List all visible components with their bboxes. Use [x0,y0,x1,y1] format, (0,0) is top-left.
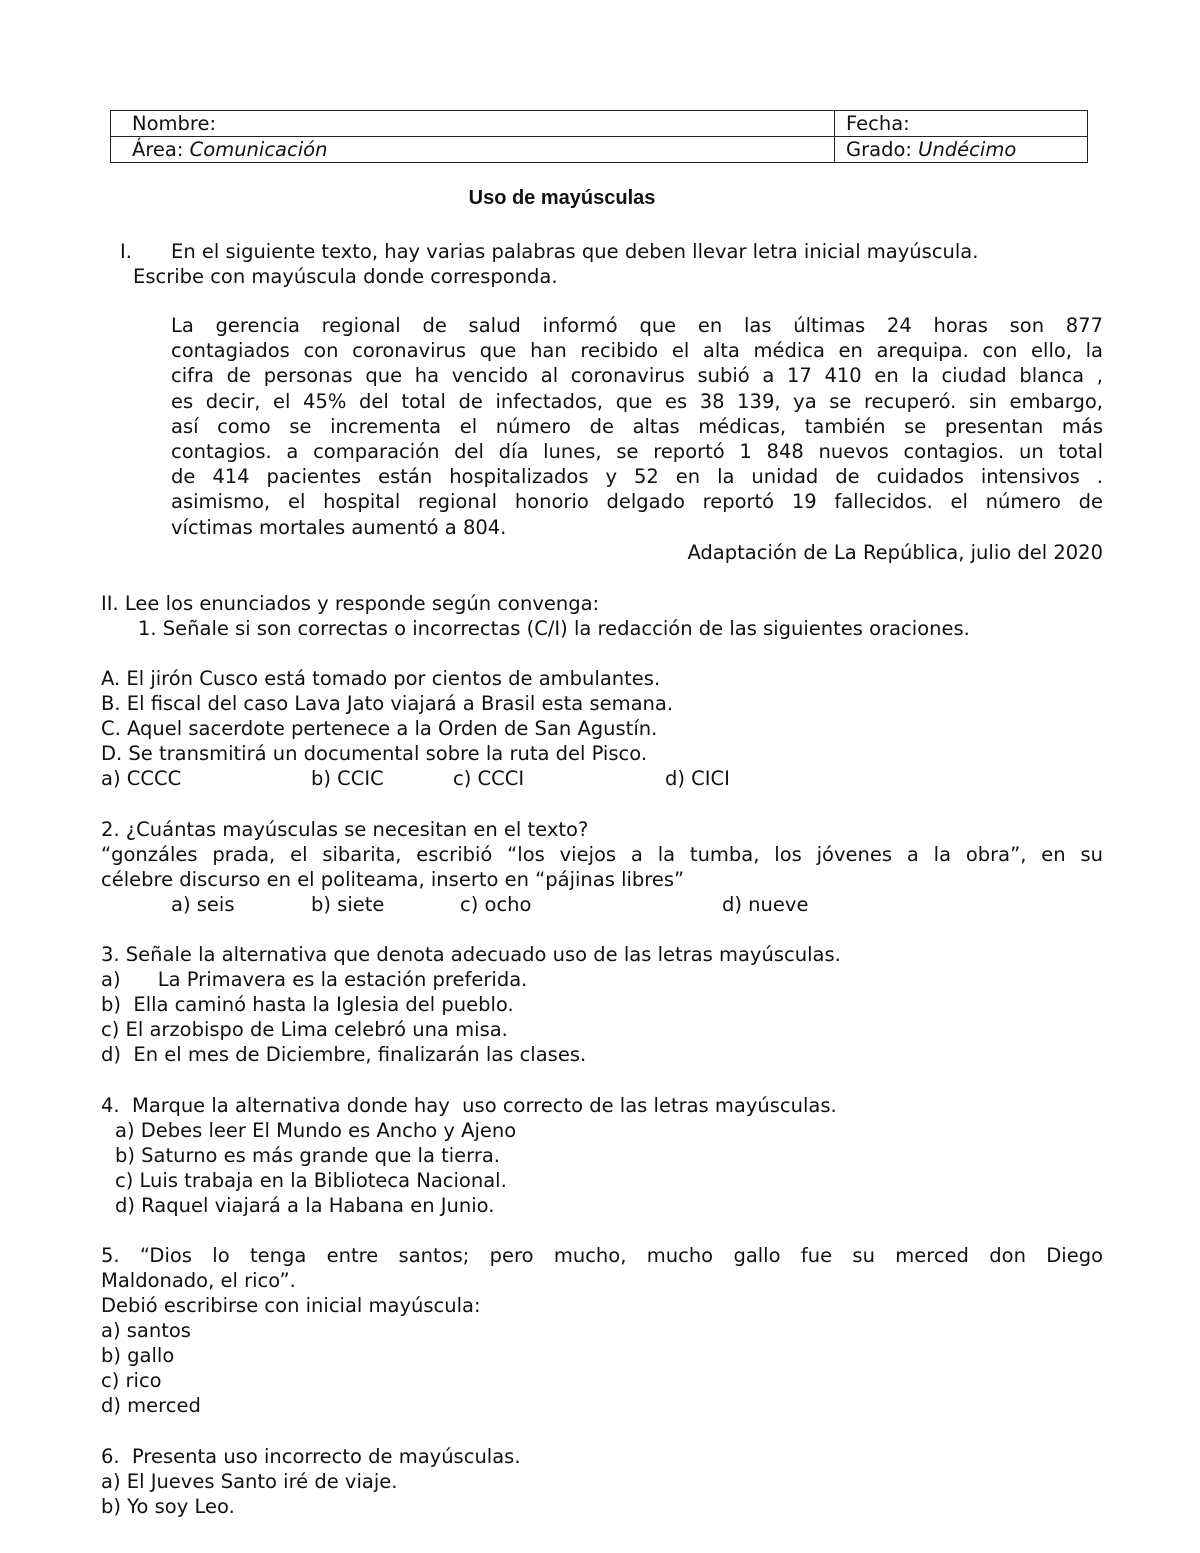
q5-question: Debió escribirse con inicial mayúscula: [101,1294,481,1317]
header-table [110,110,1088,163]
q1-sentence: A. El jirón Cusco está tomado por cientos de ambulantes. [101,667,661,690]
q1-option-a: a) CCCC [101,767,182,790]
section1-instruction-line2: Escribe con mayúscula donde corresponda. [133,265,558,288]
q1-prompt: 1. Señale si son correctas o incorrectas (C/I) la redacción de las siguientes oraciones. [138,617,970,640]
q5-option-a: a) santos [101,1319,191,1342]
passage-line: de 414 pacientes están hospitalizados y 52 en la unidad de cuidados intensivos . [171,465,1103,489]
q2-text-line2: célebre discurso en el politeama, inserto en “pájinas libres” [101,868,685,891]
area-label: Área: [132,138,184,161]
q5-option-c: c) rico [101,1369,162,1392]
q4-option-a: a) Debes leer El Mundo es Ancho y Ajeno [115,1119,517,1142]
area-cell [111,137,835,162]
date-cell [835,111,1087,136]
name-label: Nombre: [132,112,217,135]
q3-option-b: b) Ella caminó hasta la Iglesia del pueblo. [101,993,514,1016]
passage-line: víctimas mortales aumentó a 804. [171,515,507,539]
q1-sentence: D. Se transmitirá un documental sobre la ruta del Pisco. [101,742,648,765]
q3-option-c: c) El arzobispo de Lima celebró una misa. [101,1018,508,1041]
grade-label: Grado: [846,138,912,161]
q2-option-d: d) nueve [722,893,809,916]
q5-option-d: d) merced [101,1394,201,1417]
name-cell [111,111,835,136]
q4-option-d: d) Raquel viajará a la Habana en Junio. [115,1194,495,1217]
q3-option-a: a) La Primavera es la estación preferida. [101,968,528,991]
q2-text-line1: “gonzáles prada, el sibarita, escribió “los viejos a la tumba, los jóvenes a la obra”, en su [101,843,1103,866]
q1-sentence: C. Aquel sacerdote pertenece a la Orden de San Agustín. [101,717,658,740]
header-row-2 [111,137,1087,163]
passage-line: contagiados con coronavirus que han recibido el alta médica en arequipa. con ello, la [171,339,1103,363]
q5-prompt-line2: Maldonado, el rico”. [101,1269,296,1292]
q1-option-d: d) CICI [665,767,730,790]
q2-prompt: 2. ¿Cuántas mayúsculas se necesitan en el texto? [101,818,589,841]
q4-prompt: 4. Marque la alternativa donde hay uso correcto de las letras mayúsculas. [101,1094,837,1117]
q6-prompt: 6. Presenta uso incorrecto de mayúsculas. [101,1445,521,1468]
passage-line: contagios. a comparación del día lunes, se reportó 1 848 nuevos contagios. un total [171,439,1103,463]
q6-option-b: b) Yo soy Leo. [101,1495,235,1518]
q1-sentence: B. El fiscal del caso Lava Jato viajará a Brasil esta semana. [101,692,674,715]
passage-line: cifra de personas que ha vencido al coronavirus subió a 17 410 en la ciudad blanca , [171,364,1103,388]
q4-option-b: b) Saturno es más grande que la tierra. [115,1144,501,1167]
page-title: Uso de mayúsculas [468,187,656,209]
q5-prompt-line1: 5. “Dios lo tenga entre santos; pero mucho, mucho gallo fue su merced don Diego [101,1244,1103,1267]
q3-option-d: d) En el mes de Diciembre, finalizarán las clases. [101,1043,587,1066]
q6-option-a: a) El Jueves Santo iré de viaje. [101,1470,398,1493]
date-label: Fecha: [846,112,910,135]
q3-prompt: 3. Señale la alternativa que denota adecuado uso de las letras mayúsculas. [101,943,841,966]
q2-option-a: a) seis [171,893,235,916]
q2-option-b: b) siete [311,893,385,916]
grade-value: Undécimo [918,138,1017,161]
q1-option-c: c) CCCI [453,767,525,790]
q5-option-b: b) gallo [101,1344,175,1367]
section2-heading: II. Lee los enunciados y responde según convenga: [101,592,600,615]
q4-option-c: c) Luis trabaja en la Biblioteca Nacional. [115,1169,507,1192]
q1-option-b: b) CCIC [311,767,384,790]
passage-source: Adaptación de La República, julio del 2020 [687,541,1103,564]
area-value: Comunicación [189,138,328,161]
grade-cell [835,137,1087,162]
passage-line: así como se incrementa el número de altas médicas, también se presentan más [171,414,1103,438]
passage [171,313,1103,540]
q2-option-c: c) ocho [460,893,532,916]
header-row-1 [111,111,1087,137]
passage-line: es decir, el 45% del total de infectados, que es 38 139, ya se recuperó. sin embargo, [171,389,1103,413]
passage-line: asimismo, el hospital regional honorio delgado reportó 19 fallecidos. el número de [171,490,1103,514]
section1-instruction-line1: En el siguiente texto, hay varias palabras que deben llevar letra inicial mayúscula. [171,240,979,263]
passage-line: La gerencia regional de salud informó que en las últimas 24 horas son 877 [171,314,1103,337]
section1-number: I. [120,240,132,263]
